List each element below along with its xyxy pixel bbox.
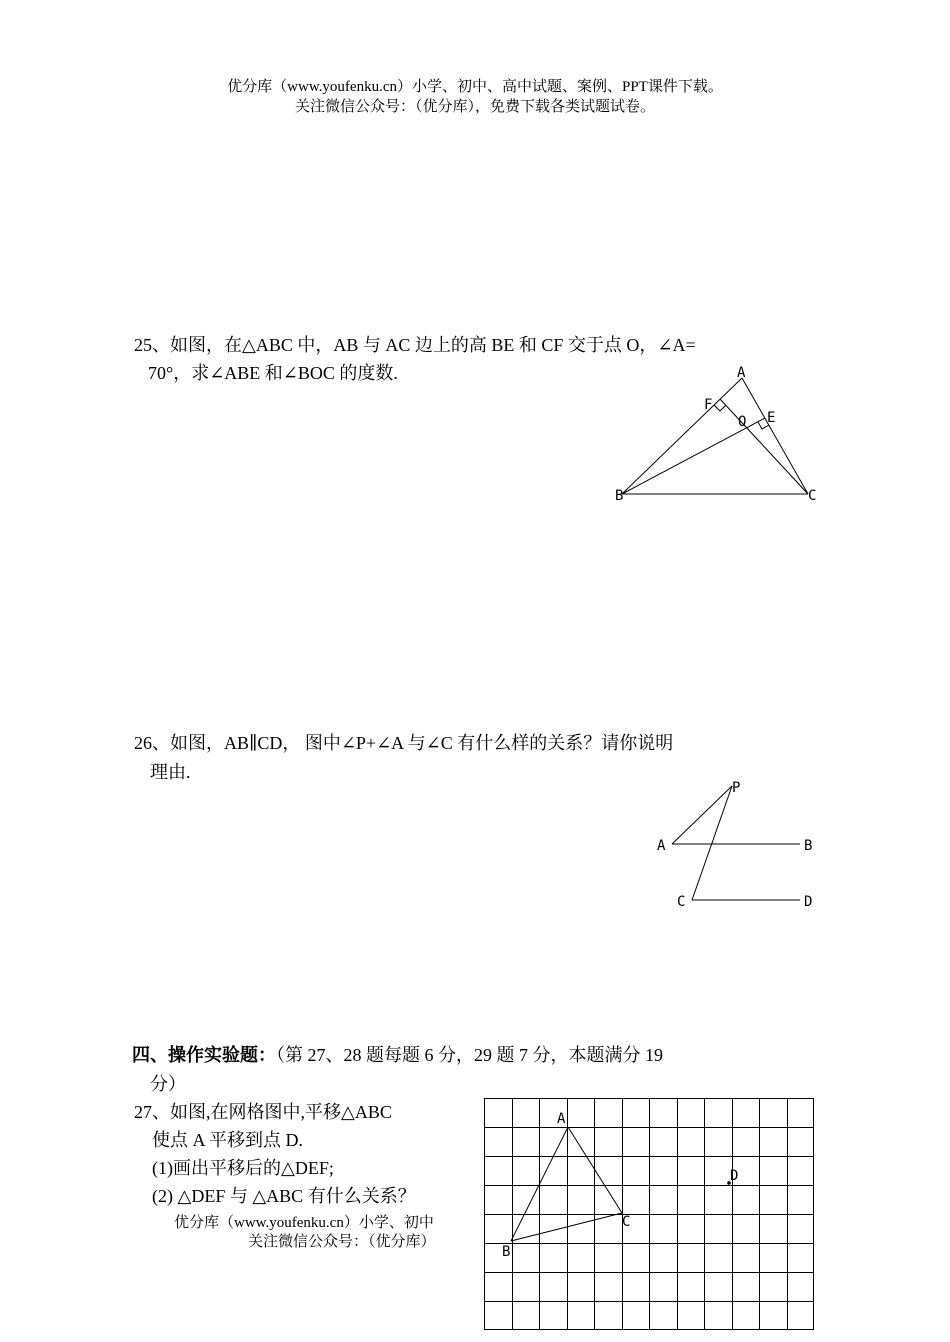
q25-line-1: 25、如图，在△ABC 中，AB 与 AC 边上的高 BE 和 CF 交于点 O，∠A= [134, 335, 696, 355]
q26-line-2: 理由. [150, 762, 191, 782]
q27-line-4: (2) △DEF 与 △ABC 有什么关系？ [152, 1186, 416, 1206]
altitude-cf [720, 399, 808, 494]
header-line-2: 关注微信公众号：（优分库），免费下载各类试题试卷。 [294, 99, 655, 115]
label-b: B [502, 1244, 511, 1260]
label-b: B [615, 488, 624, 504]
label-c: C [808, 488, 817, 504]
label-e: E [767, 410, 776, 426]
q27-line-1: 27、如图,在网格图中,平移△ABC [134, 1102, 392, 1122]
q26-parallel-figure [650, 770, 830, 920]
label-a: A [657, 838, 666, 854]
section-4-heading [132, 1041, 663, 1069]
footer-line-1: 优分库（www.youfenku.cn）小学、初中 [174, 1215, 434, 1231]
label-c: C [677, 894, 686, 910]
segment-pc [692, 786, 732, 900]
label-d: D [804, 894, 813, 910]
q25-line-2: 70°，求∠ABE 和∠BOC 的度数. [148, 363, 398, 383]
label-d: D [730, 1168, 739, 1184]
label-b: B [804, 838, 813, 854]
q27-grid-figure [484, 1098, 814, 1330]
q26-line-1: 26、如图，AB∥CD， 图中∠P+∠A 与∠C 有什么样的关系？请你说明 [134, 733, 674, 753]
section-4-title: 四、操作实验题： [132, 1045, 276, 1065]
q27-line-3: (1)画出平移后的△DEF; [152, 1158, 334, 1178]
side-ac [742, 378, 808, 494]
right-angle-f [714, 405, 726, 411]
q27-line-2: 使点 A 平移到点 D. [152, 1130, 304, 1150]
header-line-1: 优分库（www.youfenku.cn）小学、初中、高中试题、案例、PPT课件下载。 [227, 79, 723, 95]
label-p: P [732, 780, 741, 796]
footer-line-2: 关注微信公众号：（优分库） [248, 1234, 436, 1250]
label-o: O [738, 414, 747, 430]
q25-triangle-figure [600, 360, 830, 510]
section-4-note: （第 27、28 题每题 6 分，29 题 7 分，本题满分 19 [276, 1045, 663, 1065]
label-c: C [622, 1214, 631, 1230]
section-4-note-2: 分） [150, 1074, 186, 1094]
label-a: A [557, 1111, 566, 1127]
segment-ap [672, 786, 732, 844]
label-a: A [737, 365, 746, 381]
side-ab [622, 378, 742, 494]
label-f: F [704, 397, 713, 413]
